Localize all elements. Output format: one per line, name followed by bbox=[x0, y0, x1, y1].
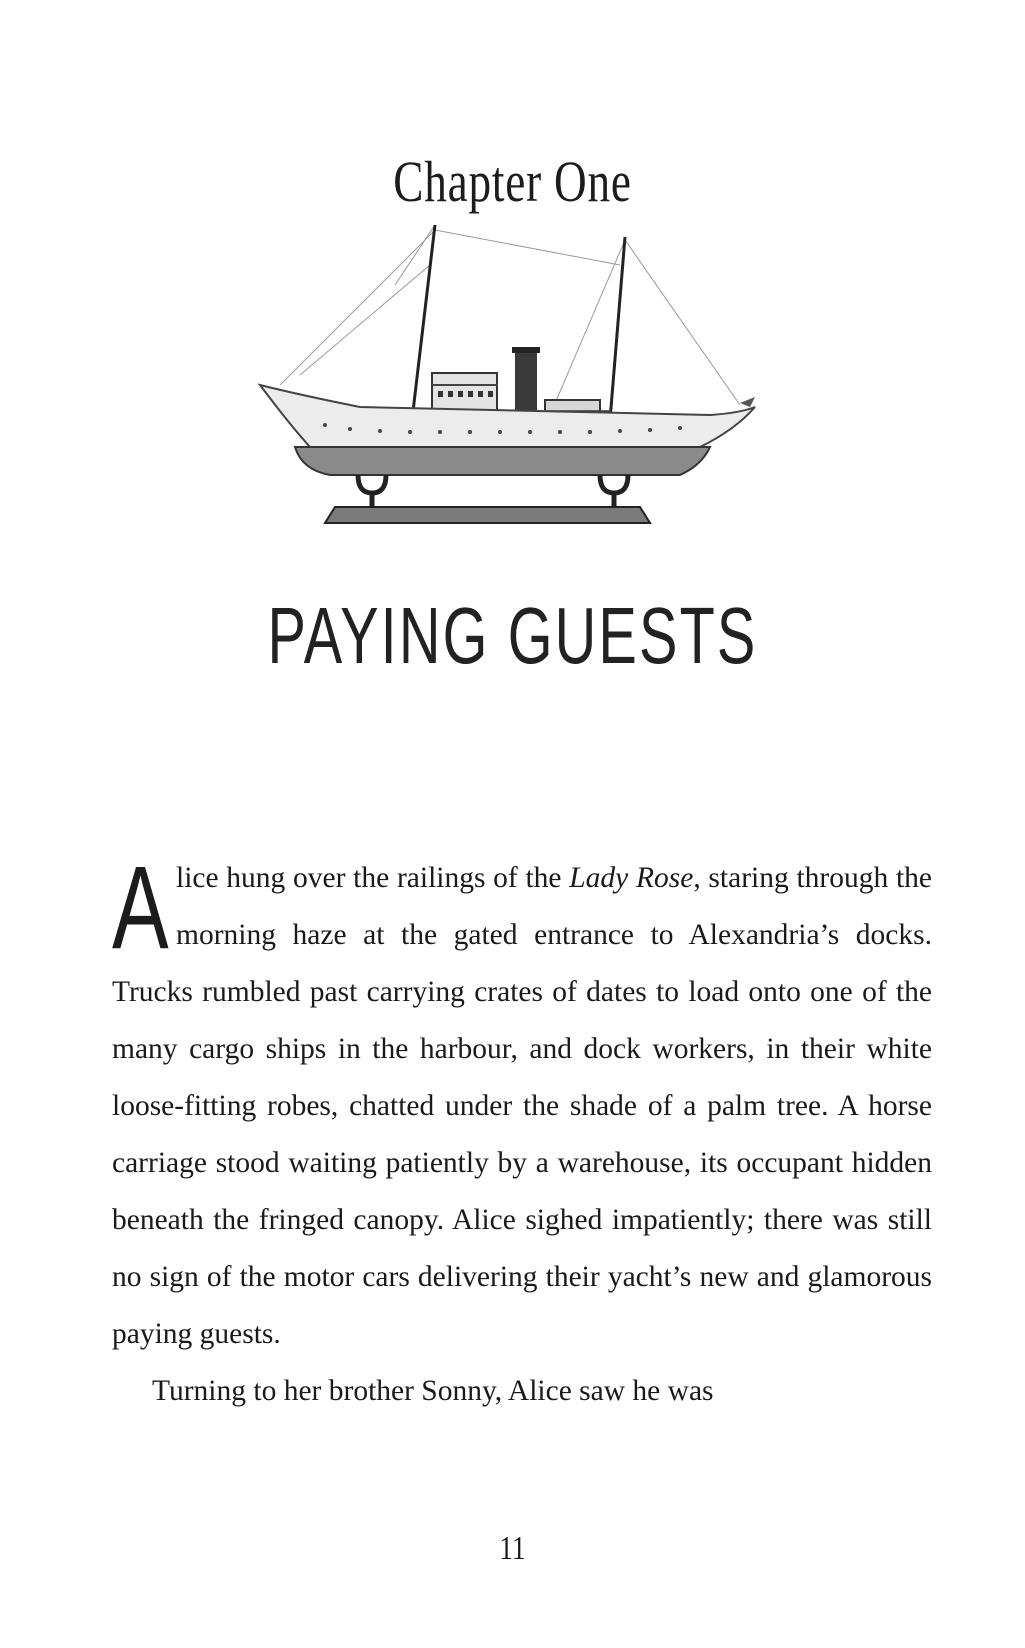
chapter-title: PAYING GUESTS bbox=[267, 591, 758, 680]
paragraph-1-rest: , staring through the morning haze at the gated entrance to Alexandria’s docks. Trucks rumbled past carrying crates of dates to load onto one of the many cargo ships in the harbour, and dock workers, in their white loose-fitting robes, chatted under the shade of a palm tree. A horse carriage stood waiting patiently by a warehouse, its occupant hidden beneath the fringed canopy. Alice sighed impatiently; there was still no sign of the motor cars delivering their yacht’s new and glamorous paying guests. bbox=[112, 862, 932, 1350]
paragraph-1 bbox=[112, 842, 932, 1363]
page-number: 11 bbox=[499, 1530, 526, 1567]
yacht-model-on-stand-icon bbox=[240, 225, 800, 545]
yacht-name: Lady Rose bbox=[569, 862, 694, 894]
drop-cap: A bbox=[112, 842, 169, 974]
paragraph-2: Turning to her brother Sonny, Alice saw he was bbox=[152, 1375, 714, 1407]
paragraph-1-start: lice hung over the railings of the bbox=[176, 862, 570, 894]
chapter-label: Chapter One bbox=[393, 149, 632, 214]
body-text bbox=[112, 842, 932, 1420]
